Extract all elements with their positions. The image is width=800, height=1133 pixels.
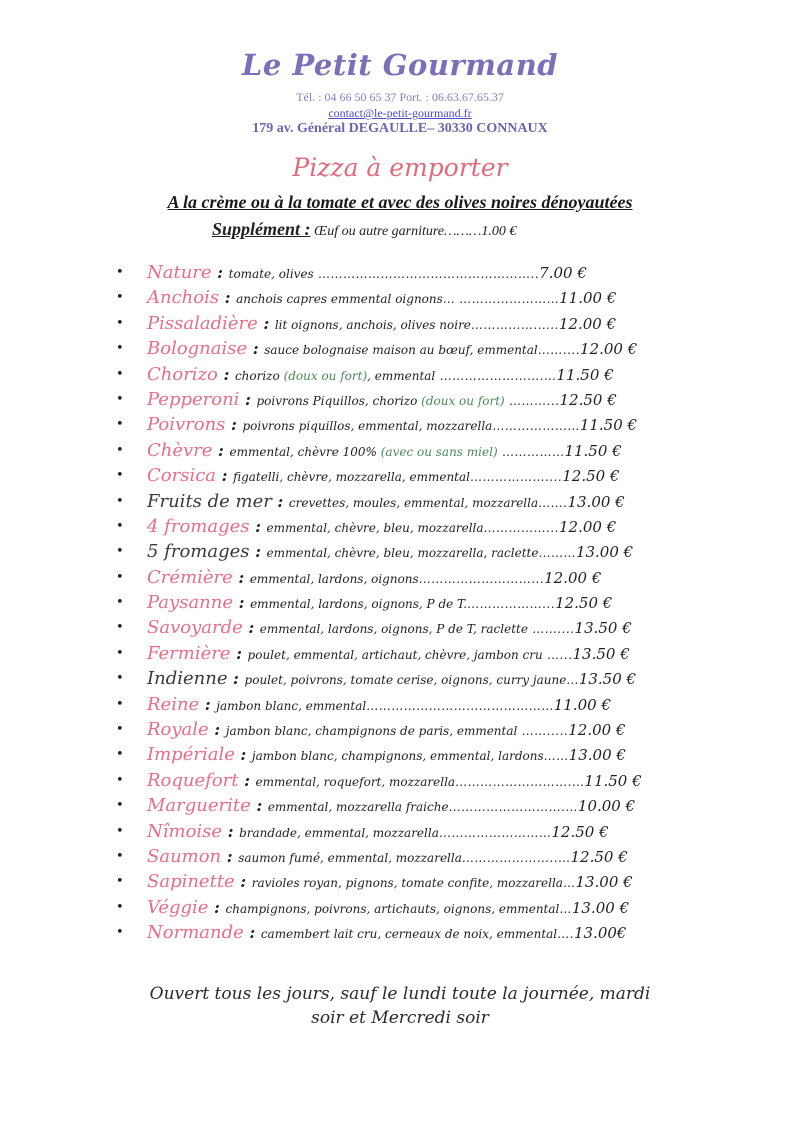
bullet-icon: • — [116, 671, 124, 687]
email-link[interactable]: contact@le-petit-gourmand.fr — [328, 106, 472, 120]
separator: : — [211, 263, 229, 282]
pizza-ingredients: crevettes, moules, emmental, mozzarella — [288, 495, 539, 510]
pizza-ingredients: jambon blanc, champignons de paris, emmental — [225, 724, 518, 739]
pizza-item — [116, 463, 716, 488]
bullet-icon: • — [116, 747, 124, 763]
leader-dots: …….... — [527, 622, 575, 637]
pizza-row — [147, 463, 620, 488]
leader-dots: ………………… — [492, 419, 580, 434]
pizza-ingredients: emmental, lardons, oignons — [249, 571, 419, 586]
leader-dots: …………………..… — [461, 850, 571, 865]
pizza-name: Nîmoise — [147, 820, 223, 842]
bullet-icon: • — [116, 925, 124, 941]
pizza-ingredients: sauce bolognaise maison au bœuf, emmental — [264, 343, 538, 358]
pizza-name: Pepperoni — [147, 388, 240, 410]
pizza-row — [147, 412, 637, 437]
pizza-name: Savoyarde — [147, 617, 243, 639]
restaurant-name: Le Petit Gourmand — [241, 48, 559, 82]
pizza-item — [116, 438, 716, 463]
pizza-price: 12.00 € — [558, 314, 617, 333]
pizza-item — [116, 717, 716, 742]
pizza-ingredients: lit oignons, anchois, olives noire — [274, 317, 471, 332]
pizza-ingredients: emmental, chèvre, bleu, mozzarella — [266, 520, 484, 535]
pizza-price: 13.00 € — [568, 746, 626, 765]
pizza-name: Corsica — [147, 465, 217, 487]
pizza-ingredients: figatelli, chèvre, mozzarella, emmental — [233, 470, 470, 485]
separator: : — [238, 770, 256, 790]
separator: : — [199, 694, 217, 714]
pizza-name: Bolognaise — [147, 338, 248, 360]
pizza-item — [116, 742, 716, 767]
pizza-price: 13.00 € — [575, 873, 633, 892]
pizza-name: Anchois — [147, 287, 220, 309]
pizza-price: 11.00 € — [553, 695, 611, 714]
bullet-icon: • — [116, 265, 124, 280]
leader-dots: ………………... — [467, 597, 556, 612]
supplement-text: Œuf ou autre garniture………1.00 € — [314, 224, 517, 239]
bullet-icon: • — [116, 696, 124, 712]
pizza-price: 11.50 € — [564, 441, 622, 460]
pizza-ingredients: poivrons Piquillos, chorizo — [256, 393, 418, 408]
pizza-name: Crémière — [147, 566, 233, 588]
pizza-ingredients: emmental, lardons, oignons, P de T. — [250, 597, 468, 612]
pizza-item — [116, 920, 716, 945]
pizza-ingredients: emmental, roquefort, mozzarella — [255, 774, 456, 789]
bullet-icon: • — [116, 417, 124, 433]
pizza-row — [147, 285, 616, 310]
pizza-name: Royale — [147, 719, 209, 741]
pizza-ingredients: anchois capres emmental oignons… — [236, 292, 455, 307]
separator: : — [271, 491, 289, 511]
pizza-name: Normande — [147, 922, 244, 944]
pizza-price: 12.50 € — [559, 390, 617, 409]
pizza-name: Impériale — [147, 744, 235, 766]
pizza-item — [116, 260, 716, 285]
bullet-icon: • — [116, 620, 124, 636]
pizza-item — [116, 819, 716, 844]
pizza-ingredients-extra: , emmental — [367, 368, 436, 383]
leader-dots: ………………………... — [418, 571, 545, 586]
pizza-ingredients: saumon fumé, emmental, mozzarella — [238, 850, 462, 865]
pizza-item — [116, 362, 716, 387]
pizza-name: Chèvre — [147, 439, 213, 461]
pizza-price: 12.00 € — [544, 568, 602, 587]
bullet-icon: • — [116, 569, 124, 585]
pizza-name: Paysanne — [147, 592, 234, 614]
supplement-label: Supplément : — [212, 219, 311, 239]
pizza-ingredients: poulet, poivrons, tomate cerise, oignons, curry jaune — [244, 673, 567, 688]
pizza-name: Reine — [147, 693, 200, 715]
separator: : — [234, 872, 252, 892]
pizza-row — [147, 539, 633, 564]
opening-hours — [0, 982, 800, 1030]
separator: : — [227, 669, 245, 689]
leader-dots: …………………….… — [435, 368, 557, 383]
pizza-row — [147, 311, 616, 336]
separator: : — [232, 567, 250, 587]
pizza-item — [116, 641, 716, 666]
pizza-price: 12.00 € — [568, 721, 626, 740]
leader-dots: …….... — [537, 343, 581, 358]
pizza-row — [147, 869, 633, 894]
pizza-row — [147, 565, 601, 590]
separator: : — [219, 288, 237, 308]
bullet-icon: • — [116, 899, 124, 915]
pizza-option-note: (avec ou sans miel) — [380, 444, 498, 459]
pizza-row — [147, 590, 612, 615]
separator: : — [233, 593, 251, 613]
bullet-icon: • — [116, 823, 124, 839]
separator: : — [249, 516, 267, 536]
pizza-item — [116, 387, 716, 412]
separator: : — [239, 389, 257, 409]
pizza-row — [147, 641, 630, 666]
bullet-icon: • — [116, 595, 124, 611]
pizza-name: Saumon — [147, 845, 222, 867]
pizza-row — [147, 793, 635, 818]
pizza-name: Poivrons — [147, 414, 226, 436]
separator: : — [208, 897, 226, 917]
pizza-item — [116, 768, 716, 793]
bullet-icon: • — [116, 772, 124, 788]
pizza-row — [147, 362, 614, 387]
separator: : — [249, 542, 267, 562]
pizza-name: Nature — [147, 262, 212, 283]
pizza-option-note: (doux ou fort) — [421, 393, 505, 408]
pizza-item — [116, 565, 716, 590]
separator: : — [234, 745, 252, 765]
pizza-ingredients: camembert lait cru, cerneaux de noix, emmental — [260, 927, 558, 942]
bullet-icon: • — [116, 442, 124, 458]
pizza-row — [147, 489, 625, 514]
bullet-icon: • — [116, 315, 124, 331]
pizza-item — [116, 895, 716, 920]
leader-dots: ……… — [538, 546, 576, 561]
pizza-price: 13.00 € — [567, 492, 625, 511]
supplement-line — [212, 219, 692, 240]
leader-dots: ……………………….… — [448, 800, 578, 815]
separator: : — [243, 923, 261, 943]
pizza-price: 12.50 € — [570, 847, 628, 866]
separator: : — [208, 720, 226, 740]
pizza-item — [116, 489, 716, 514]
pizza-price: 13.00 € — [571, 898, 630, 917]
pizza-price: 11.50 € — [579, 416, 638, 435]
leader-dots: ……………….... — [469, 470, 563, 485]
pizza-item — [116, 336, 716, 361]
leader-dots: … — [562, 876, 576, 891]
leader-dots: ……..... — [517, 724, 569, 739]
pizza-option-note: (doux ou fort) — [283, 368, 368, 383]
pizza-name: Roquefort — [147, 769, 239, 791]
pizza-price: 12.50 € — [555, 594, 613, 613]
pizza-item — [116, 666, 716, 691]
bullet-icon: • — [116, 645, 124, 661]
bullet-icon: • — [116, 366, 124, 382]
pizza-item — [116, 844, 716, 869]
pizza-row — [147, 895, 629, 920]
separator: : — [247, 339, 265, 359]
separator: : — [222, 821, 240, 841]
pizza-item — [116, 412, 716, 437]
separator: : — [217, 364, 235, 384]
separator: : — [242, 618, 260, 638]
pizza-item — [116, 539, 716, 564]
leader-dots: …. — [557, 927, 574, 942]
pizza-name: Véggie — [147, 896, 209, 918]
pizza-row — [147, 336, 637, 361]
pizza-ingredients: poivrons piquillos, emmental, mozzarella — [242, 419, 493, 434]
bullet-icon: • — [116, 468, 124, 484]
leader-dots: ……………………… — [438, 825, 552, 840]
leader-dots: …………………… — [454, 292, 560, 307]
pizza-row — [147, 692, 611, 717]
pizza-price: 13.00 € — [575, 543, 634, 562]
pizza-price: 12.50 € — [551, 822, 609, 841]
pizza-item — [116, 869, 716, 894]
pizza-name: Fermière — [147, 642, 231, 664]
pizza-price: 11.50 € — [556, 365, 614, 384]
pizza-row — [147, 387, 617, 412]
bullet-icon: • — [116, 518, 124, 534]
pizza-ingredients: chorizo — [234, 368, 280, 383]
separator: : — [225, 415, 243, 435]
separator: : — [250, 796, 268, 816]
bullet-icon: • — [116, 722, 124, 738]
leader-dots: …… — [543, 749, 569, 764]
pizza-price: 12.00 € — [580, 340, 638, 359]
pizza-price: 7.00 € — [539, 264, 587, 282]
leader-dots: … — [566, 673, 579, 688]
opening-hours-line-2: soir et Mercredi soir — [311, 1008, 489, 1028]
pizza-ingredients: jambon blanc, emmental — [216, 698, 367, 713]
pizza-item — [116, 793, 716, 818]
pizza-item — [116, 692, 716, 717]
pizza-list — [116, 260, 716, 946]
leader-dots: ……………………………………… — [366, 698, 554, 713]
leader-dots: ……………………….… — [455, 774, 585, 789]
pizza-item — [116, 285, 716, 310]
pizza-name: Pissaladière — [147, 312, 258, 334]
pizza-row — [147, 260, 587, 285]
pizza-ingredients: champignons, poivrons, artichauts, oignons, emmental — [225, 901, 560, 916]
bullet-icon: • — [116, 798, 124, 814]
separator: : — [212, 440, 230, 460]
pizza-ingredients: ravioles royan, pignons, tomate confite, mozzarella — [251, 876, 563, 891]
bullet-icon: • — [116, 290, 124, 306]
address: 179 av. Général DEGAULLE– 30330 CONNAUX — [252, 121, 548, 136]
leader-dots: … — [559, 901, 572, 916]
pizza-item — [116, 514, 716, 539]
separator: : — [216, 466, 234, 486]
pizza-name: Sapinette — [147, 871, 235, 893]
pizza-name: Marguerite — [147, 795, 251, 817]
pizza-ingredients: jambon blanc, champignons, emmental, lardons — [251, 749, 544, 764]
pizza-ingredients: emmental, chèvre 100% — [229, 444, 377, 459]
leader-dots: …………………………………………….. — [313, 267, 540, 281]
pizza-name: 5 fromages — [147, 541, 250, 563]
bullet-icon: • — [116, 848, 124, 864]
leader-dots: ……………... — [483, 520, 559, 535]
pizza-ingredients: emmental, lardons, oignons, P de T, raclette — [259, 622, 528, 637]
separator: : — [257, 313, 275, 333]
pizza-ingredients: poulet, emmental, artichaut, chèvre, jambon cru — [247, 647, 543, 662]
pizza-price: 13.50 € — [574, 619, 632, 638]
leader-dots: …………… — [497, 444, 565, 459]
pizza-ingredients: tomate, olives — [228, 267, 314, 281]
pizza-row — [147, 666, 636, 691]
pizza-name: Fruits de mer — [147, 490, 272, 512]
pizza-price: 13.50 € — [572, 644, 630, 663]
bullet-icon: • — [116, 874, 124, 890]
pizza-row — [147, 514, 616, 539]
menu-title: Pizza à emporter — [292, 153, 508, 182]
pizza-name: Indienne — [147, 668, 228, 690]
pizza-row — [147, 615, 632, 640]
pizza-row — [147, 742, 626, 767]
bullet-icon: • — [116, 341, 124, 357]
pizza-row — [147, 920, 626, 945]
pizza-price: 10.00 € — [577, 797, 636, 816]
pizza-price: 12.50 € — [562, 467, 620, 486]
pizza-item — [116, 311, 716, 336]
pizza-row — [147, 438, 622, 463]
pizza-price: 13.00€ — [573, 924, 627, 943]
separator: : — [221, 846, 239, 866]
pizza-ingredients: emmental, chèvre, bleu, mozzarella, raclette — [266, 546, 539, 561]
phone-numbers: Tél. : 04 66 50 65 37 Port. : 06.63.67.65.37 — [296, 90, 504, 104]
pizza-price: 12.00 € — [558, 517, 617, 536]
bullet-icon: • — [116, 493, 124, 509]
pizza-price: 13.50 € — [578, 670, 637, 689]
pizza-ingredients: brandade, emmental, mozzarella — [239, 825, 439, 840]
pizza-row — [147, 844, 628, 869]
opening-hours-line-1: Ouvert tous les jours, sauf le lundi toute la journée, mardi — [149, 984, 651, 1004]
pizza-item — [116, 590, 716, 615]
pizza-name: 4 fromages — [147, 515, 250, 537]
pizza-name: Chorizo — [147, 363, 218, 385]
leader-dots: ………... — [504, 393, 560, 408]
leader-dots: ……. — [538, 495, 568, 510]
leader-dots: …………….….. — [470, 317, 559, 332]
pizza-price: 11.00 € — [559, 289, 617, 308]
pizza-item — [116, 615, 716, 640]
pizza-row — [147, 717, 626, 742]
bullet-icon: • — [116, 544, 124, 560]
pizza-row — [147, 819, 609, 844]
bullet-icon: • — [116, 391, 124, 407]
pizza-ingredients: emmental, mozzarella fraiche — [267, 800, 449, 815]
menu-subtitle: A la crème ou à la tomate et avec des olives noires dénoyautées — [167, 192, 633, 212]
leader-dots: …... — [542, 647, 573, 662]
pizza-price: 11.50 € — [584, 771, 642, 790]
separator: : — [230, 643, 248, 663]
pizza-row — [147, 768, 642, 793]
